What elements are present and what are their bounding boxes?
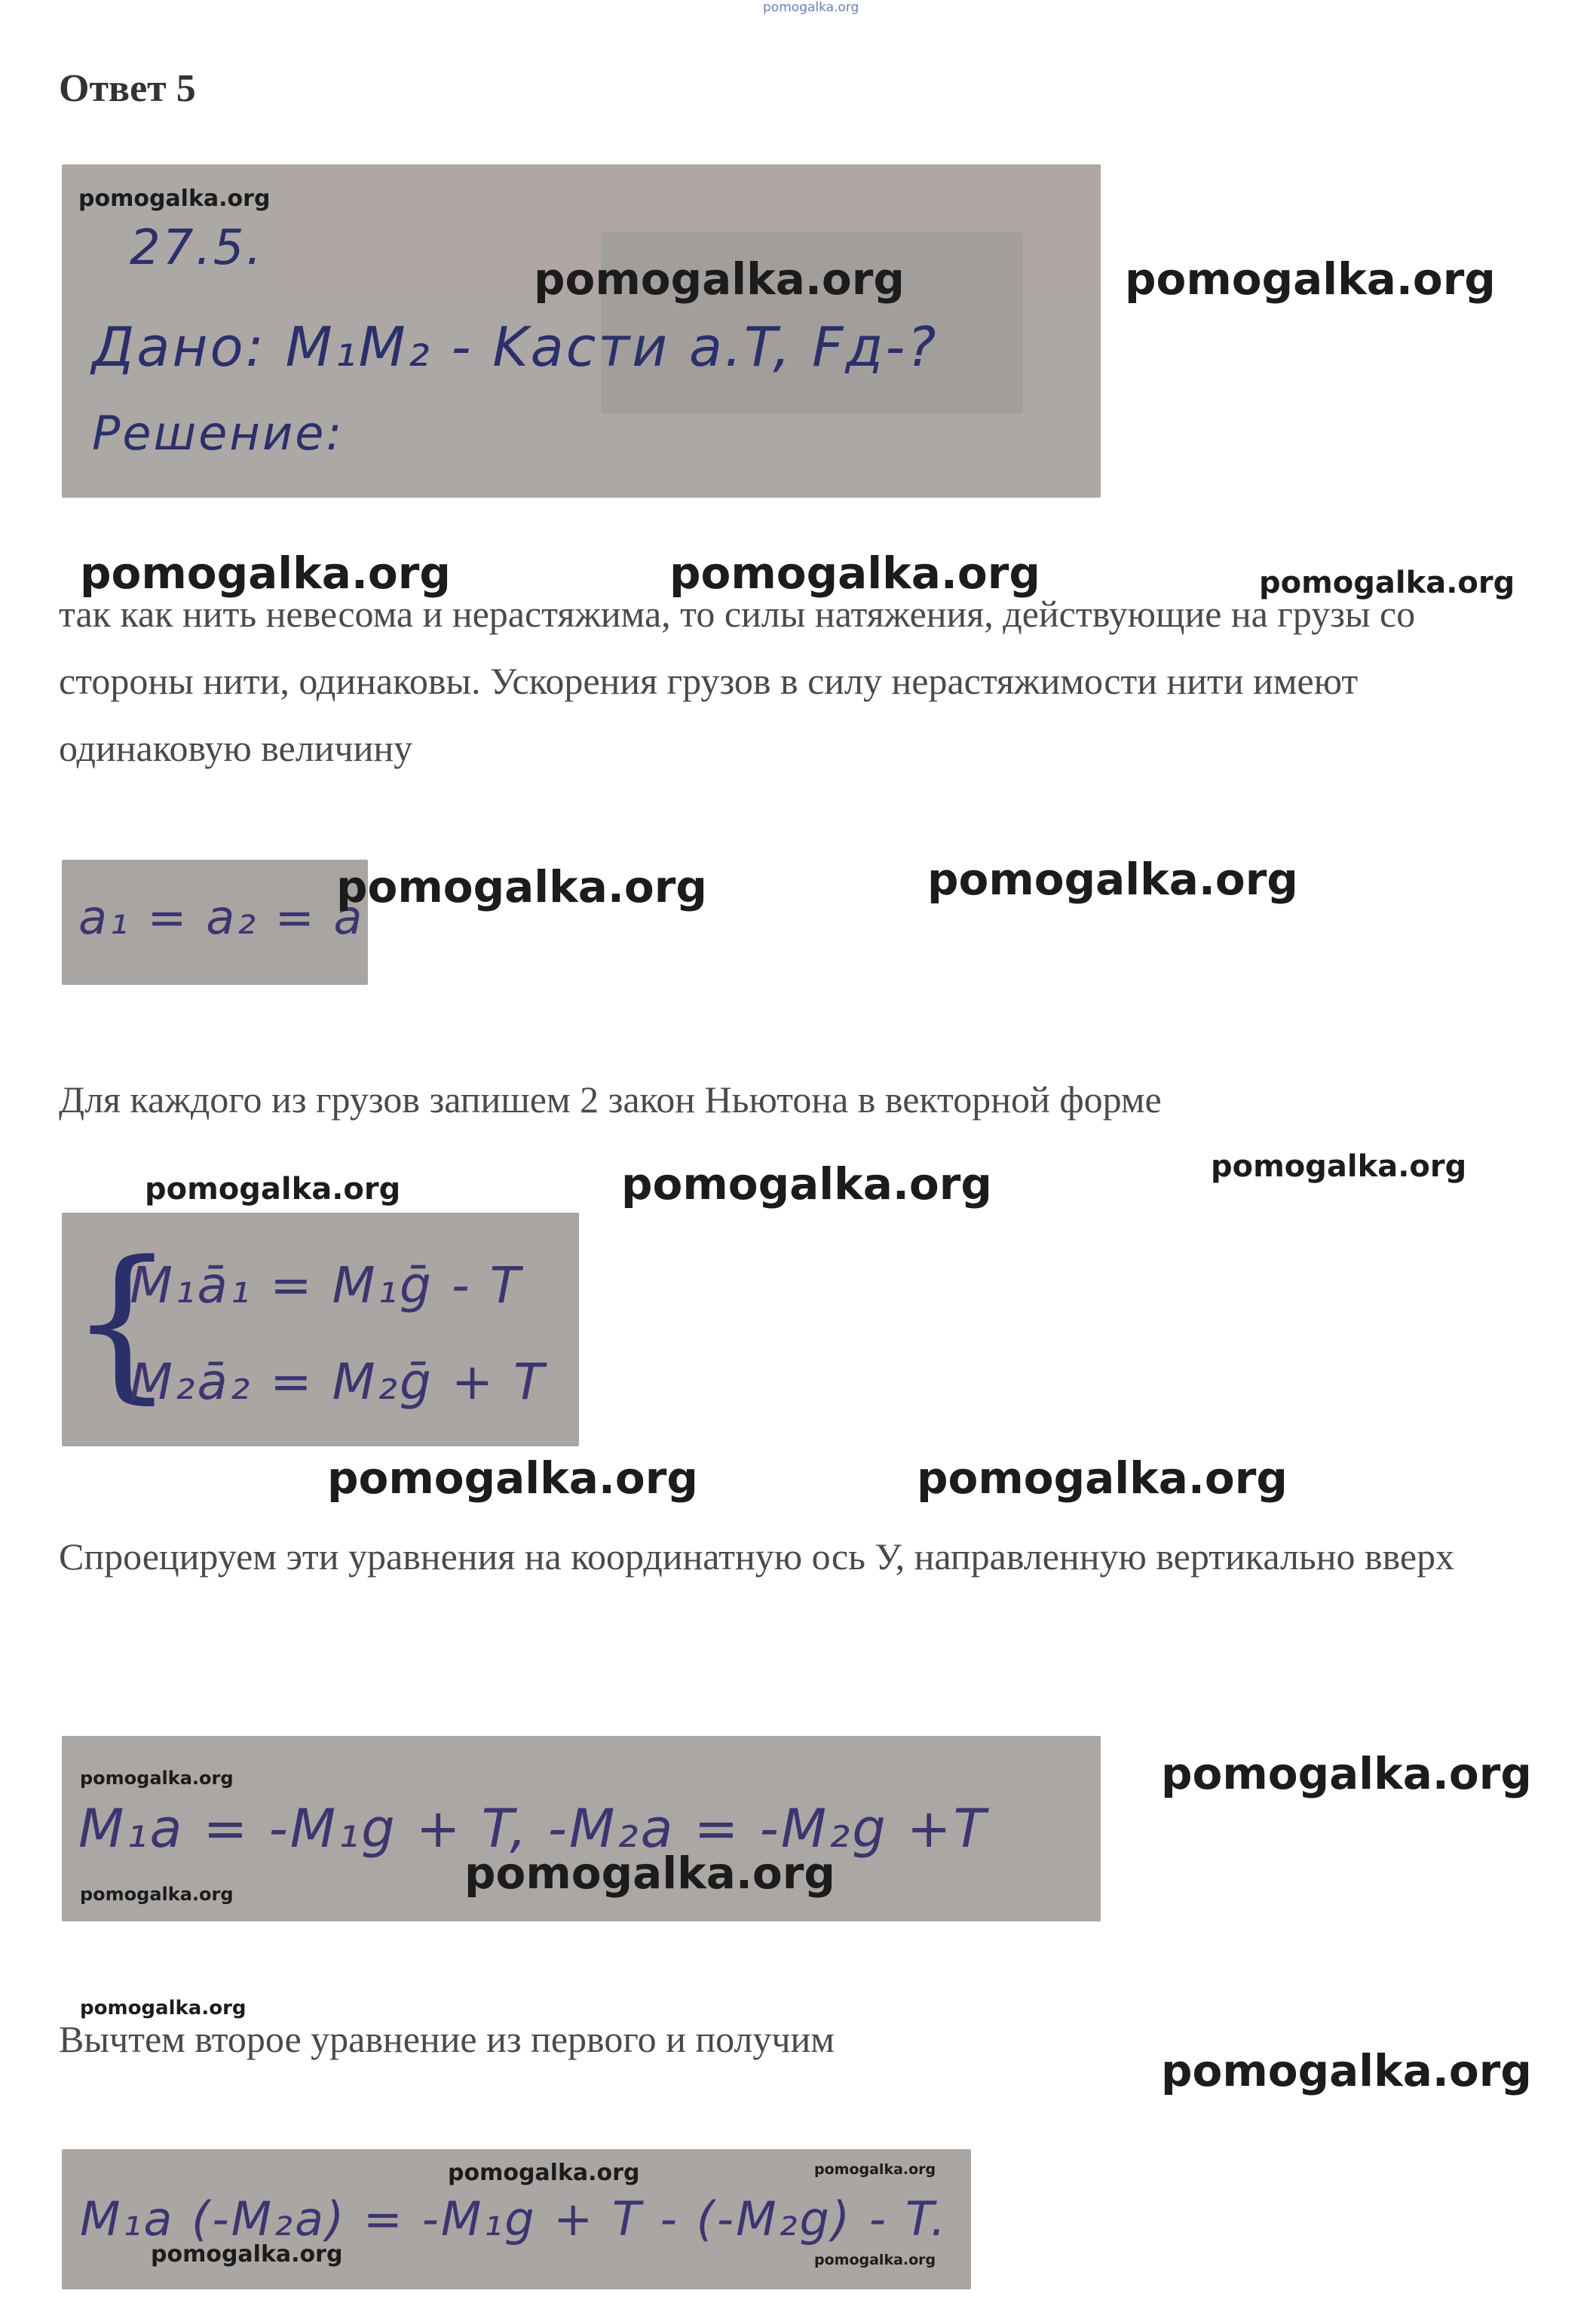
watermark: pomogalka.org — [1211, 1149, 1467, 1184]
watermark: pomogalka.org — [927, 854, 1298, 905]
handwritten-acceleration-equation: a₁ = a₂ = a — [78, 890, 365, 945]
paragraph-tension-explanation: так как нить невесома и нерастяжима, то силы натяжения, действующие на грузы со стороны нити, одинаковы. Ускорения грузов в силу нерастяжимости нити имеют одинаковую величину — [59, 593, 1416, 769]
watermark: pomogalka.org — [669, 547, 1040, 599]
handwritten-photo-vector-system — [62, 1213, 579, 1446]
handwritten-photo-acceleration — [62, 860, 368, 985]
handwritten-problem-number: 27.5. — [130, 220, 264, 276]
watermark: pomogalka.org — [80, 547, 451, 599]
paragraph-projection: Спроецируем эти уравнения на координатную ось У, направленную вертикально вверх — [59, 1535, 1455, 1578]
watermark: pomogalka.org — [814, 2252, 936, 2268]
watermark: pomogalka.org — [917, 1452, 1288, 1504]
handwritten-photo-subtraction — [62, 2149, 971, 2289]
watermark: pomogalka.org — [1161, 2045, 1532, 2096]
watermark: pomogalka.org — [1125, 253, 1496, 305]
handwritten-vector-equation-1: M₁ā₁ = M₁ḡ - T — [130, 1256, 522, 1314]
watermark: pomogalka.org — [80, 1768, 234, 1789]
handwritten-vector-equation-2: M₂ā₂ = M₂ḡ + T — [130, 1353, 547, 1411]
watermark: pomogalka.org — [1161, 1748, 1532, 1799]
watermark: pomogalka.org — [151, 2241, 343, 2268]
watermark: pomogalka.org — [448, 2160, 640, 2186]
handwritten-solution-label: Решение: — [92, 406, 345, 461]
watermark: pomogalka.org — [78, 186, 271, 212]
handwritten-given: Дано: M₁M₂ - Kасти a.T, Fд-? — [92, 315, 939, 379]
top-watermark: pomogalka.org — [763, 0, 859, 15]
watermark: pomogalka.org — [145, 1172, 401, 1207]
watermark: pomogalka.org — [327, 1452, 698, 1504]
watermark: pomogalka.org — [534, 253, 905, 305]
watermark: pomogalka.org — [336, 861, 707, 912]
handwritten-projection-equations: M₁a = -M₁g + T, -M₂a = -M₂g +T — [78, 1798, 988, 1860]
paragraph-newton-law: Для каждого из грузов запишем 2 закон Ньютона в векторной форме — [59, 1078, 1162, 1121]
watermark: pomogalka.org — [621, 1158, 992, 1210]
watermark: pomogalka.org — [80, 1997, 247, 2019]
handwritten-subtraction-equation: M₁a (-M₂a) = -M₁g + T - (-M₂g) - T. — [80, 2191, 948, 2246]
system-brace: { — [69, 1225, 175, 1418]
watermark: pomogalka.org — [80, 1884, 234, 1905]
watermark: pomogalka.org — [1259, 566, 1515, 600]
watermark: pomogalka.org — [464, 1848, 835, 1899]
watermark: pomogalka.org — [814, 2161, 936, 2178]
answer-heading: Ответ 5 — [59, 67, 196, 110]
handwritten-photo-given — [62, 164, 1101, 498]
paragraph-subtract: Вычтем второе уравнение из первого и получим — [59, 2018, 835, 2060]
